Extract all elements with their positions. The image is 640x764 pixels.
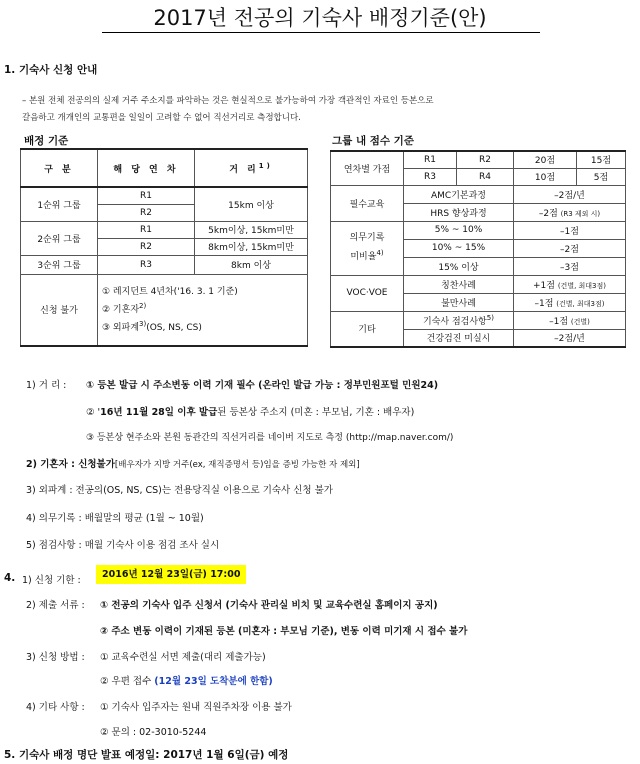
group-1-distance: 15km 이상	[195, 187, 308, 221]
note-5: 5) 점검사항 : 매월 기숙사 이용 점검 조사 실시	[26, 540, 220, 551]
voc-label: VOC·VOE	[331, 275, 404, 311]
method-1: ① 교육수련실 서면 제출(대리 제출가능)	[100, 652, 266, 663]
group-2-r2: R2	[98, 238, 195, 255]
col-header-year: 해 당 연 차	[98, 149, 195, 187]
doc-2: ② 주소 변동 이력이 기재된 등본 (미혼자 : 부모님 기준), 변동 이력 미기재 시 접수 불가	[100, 626, 468, 637]
records-range-1-points: –1점	[514, 221, 626, 239]
health-check: 건강검진 미실시	[404, 329, 514, 347]
other-1: ① 기숙사 입주자는 원내 직원주차장 이용 불가	[100, 702, 292, 713]
group-1-r2: R2	[98, 204, 195, 221]
praise-points: +1점 (건별, 최대3점)	[514, 275, 626, 293]
ineligible-item-2: ② 기혼자$^{2)}$	[102, 301, 147, 315]
group-2-r1: R1	[98, 221, 195, 238]
group-1-label: 1순위 그룹	[21, 187, 98, 221]
hrs-course: HRS 향상과정	[404, 203, 514, 221]
records-range-3-points: –3점	[514, 257, 626, 275]
group-2-label: 2순위 그룹	[21, 221, 98, 255]
records-range-3: 15% 이상	[404, 257, 514, 275]
col-header-category: 구 분	[21, 149, 98, 187]
page-title: 2017년 전공의 기숙사 배정기준(안)	[153, 6, 487, 30]
deadline-highlight	[96, 566, 246, 580]
etc-label: 기타	[331, 311, 404, 347]
health-check-points: –2점/년	[514, 329, 626, 347]
year-r4: R4	[457, 168, 514, 185]
year-r3: R3	[404, 168, 457, 185]
year-r2-score: 15점	[577, 151, 626, 168]
year-r2: R2	[457, 151, 514, 168]
score-table	[330, 150, 626, 348]
group-3-r3: R3	[98, 255, 195, 274]
section-1-note-line1: – 본원 전체 전공의의 실제 거주 주소지를 파악하는 것은 현실적으로 불가능하여 가장 객관적인 자료인 등본으로	[22, 96, 434, 106]
ineligible-list	[98, 274, 308, 346]
group-1-r1: R1	[98, 187, 195, 204]
note-1b: ② '16년 11월 28일 이후 발급된 등본상 주소지 (미혼 : 부모님, 기혼 : 배우자)	[86, 407, 415, 418]
method-2: ② 우편 접수 (12월 23일 도착분에 한함)	[100, 676, 273, 687]
note-1-label: 1) 거 리 :	[26, 380, 67, 391]
year-r1-score: 20점	[514, 151, 577, 168]
section-4-number: 4.	[4, 572, 16, 584]
group-2-r1-distance: 5km이상, 15km미만	[195, 221, 308, 238]
doc-1: ① 전공의 기숙사 입주 신청서 (기숙사 관리실 비치 및 교육수련실 홈페이지 공지)	[100, 600, 438, 611]
note-4: 4) 의무기록 : 배월말의 평균 (1월 ~ 10월)	[26, 513, 204, 524]
other-label: 4) 기타 사항 :	[26, 702, 85, 713]
dorm-inspection: 기숙사 점검사항$^{5)}$	[404, 311, 514, 329]
complaint-points: –1점 (건별, 최대3점)	[514, 293, 626, 311]
other-2: ② 문의 : 02-3010-5244	[100, 727, 207, 738]
note-1c: ③ 등본상 현주소와 본원 동관간의 직선거리를 네이버 지도로 측정 (http://map.naver.com/)	[86, 433, 454, 443]
docs-label: 2) 제출 서류 :	[26, 600, 85, 611]
group-3-label: 3순위 그룹	[21, 255, 98, 274]
section-5: 5. 기숙사 배정 명단 발표 예정일: 2017년 1월 6일(금) 예정	[4, 749, 289, 761]
section-1-note-line2: 갈음하고 개개인의 교통편을 일일이 고려할 수 없어 직선거리로 측정합니다.	[22, 113, 301, 123]
praise-case: 칭찬사례	[404, 275, 514, 293]
group-2-r2-distance: 8km이상, 15km미만	[195, 238, 308, 255]
deadline-label: 1) 신청 기한 :	[22, 575, 81, 586]
title-underline	[102, 32, 540, 33]
ineligible-item-3: ③ 외파계$^{3)}$(OS, NS, CS)	[102, 319, 202, 333]
ineligible-item-1: ① 레지던트 4년차('16. 3. 1 기준)	[102, 286, 238, 297]
score-table-heading: 그룹 내 점수 기준	[332, 135, 414, 147]
dorm-inspection-points: –1점 (건별)	[514, 311, 626, 329]
edu-label: 필수교육	[331, 185, 404, 221]
ineligible-label: 신청 불가	[21, 274, 98, 346]
amc-course: AMC기본과정	[404, 185, 514, 203]
note-2: 2) 기혼자 : 신청불가[배우자가 지방 거주(ex, 재직증명서 등)임을 증빙 가능한 자 제외]	[26, 459, 360, 470]
amc-points: –2점/년	[514, 185, 626, 203]
records-label: 의무기록 미비율$^{4)}$	[331, 221, 404, 275]
deadline-value: 2016년 12월 23일(금) 17:00	[96, 565, 246, 584]
group-3-distance: 8km 이상	[195, 255, 308, 274]
year-r4-score: 5점	[577, 168, 626, 185]
records-range-2-points: –2점	[514, 239, 626, 257]
criteria-table-heading: 배정 기준	[24, 135, 69, 147]
note-3: 3) 외파계 : 전공의(OS, NS, CS)는 전용당직실 이용으로 기숙사 신청 불가	[26, 485, 333, 496]
section-1-heading: 1. 기숙사 신청 안내	[4, 64, 98, 76]
complaint-case: 불만사례	[404, 293, 514, 311]
note-1a: ① 등본 발급 시 주소변동 이력 기재 필수 (온라인 발급 가능 : 정부민원포털 민원24)	[86, 380, 439, 391]
year-bonus-label: 연차별 가점	[331, 151, 404, 185]
year-r3-score: 10점	[514, 168, 577, 185]
records-range-1: 5% ~ 10%	[404, 221, 514, 239]
records-range-2: 10% ~ 15%	[404, 239, 514, 257]
year-r1: R1	[404, 151, 457, 168]
hrs-points: –2점 (R3 제외 시)	[514, 203, 626, 221]
method-label: 3) 신청 방법 :	[26, 652, 85, 663]
criteria-table	[20, 148, 308, 347]
col-header-distance: 거 리$^{1)}$	[195, 149, 308, 187]
